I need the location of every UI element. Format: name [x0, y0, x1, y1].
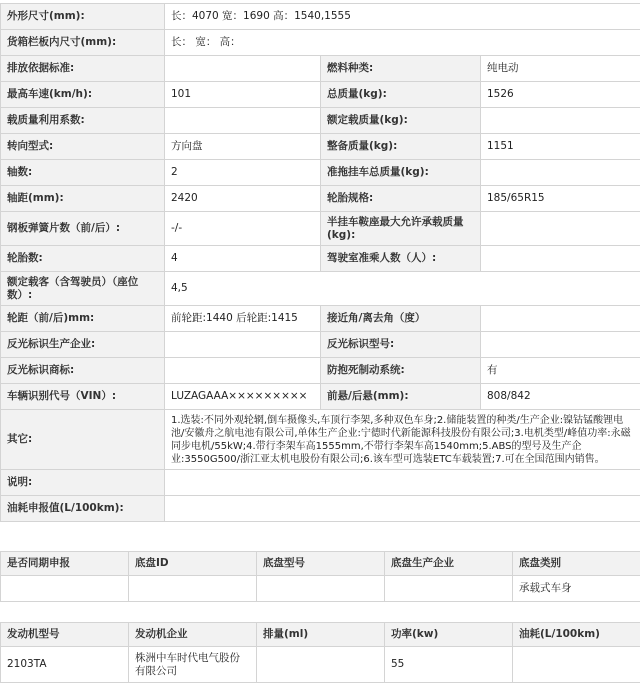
- track-label: 轮距（前/后)mm:: [1, 306, 165, 332]
- table-row: [1, 82, 640, 108]
- saddle-label: 半挂车鞍座最大允许承载质量(kg):: [321, 212, 481, 246]
- dims-value: 长：4070 宽：1690 高：1540,1555: [165, 4, 640, 30]
- table-row: [1, 160, 640, 186]
- tire-count-value: 4: [165, 246, 321, 272]
- wheelbase-label: 轴距(mm):: [1, 186, 165, 212]
- chassis-id-cell: [129, 576, 257, 602]
- note-value: [165, 470, 640, 496]
- load-util-label: 载质量利用系数:: [1, 108, 165, 134]
- cargo-label: 货箱栏板内尺寸(mm):: [1, 30, 165, 56]
- table-header-row: [1, 552, 640, 576]
- engine-power-cell: 55: [385, 647, 513, 683]
- table-row: [1, 108, 640, 134]
- reflect-brand-value: [165, 358, 321, 384]
- cab-value: [481, 246, 640, 272]
- reflect-maker-value: [165, 332, 321, 358]
- tire-value: 185/65R15: [481, 186, 640, 212]
- curb-mass-label: 整备质量(kg):: [321, 134, 481, 160]
- spring-label: 钢板弹簧片数（前/后）:: [1, 212, 165, 246]
- table-row: [1, 470, 640, 496]
- table-row: [1, 212, 640, 246]
- engine-header-maker: 发动机企业: [129, 623, 257, 647]
- rated-load-label: 额定载质量(kg):: [321, 108, 481, 134]
- abs-value: 有: [481, 358, 640, 384]
- overhang-label: 前悬/后悬(mm):: [321, 384, 481, 410]
- cab-label: 驾驶室准乘人数（人）:: [321, 246, 481, 272]
- axles-value: 2: [165, 160, 321, 186]
- tire-count-label: 轮胎数:: [1, 246, 165, 272]
- vin-value: LUZAGAAA×××××××××: [165, 384, 321, 410]
- table-row: [1, 496, 640, 522]
- wheelbase-value: 2420: [165, 186, 321, 212]
- table-row: [1, 134, 640, 160]
- reflect-brand-label: 反光标识商标:: [1, 358, 165, 384]
- engine-table: [0, 622, 640, 683]
- chassis-maker-cell: [385, 576, 513, 602]
- dims-label: 外形尺寸(mm):: [1, 4, 165, 30]
- emission-label: 排放依据标准:: [1, 56, 165, 82]
- emission-value: [165, 56, 321, 82]
- steering-value: 方向盘: [165, 134, 321, 160]
- chassis-model-cell: [257, 576, 385, 602]
- engine-model-cell: 2103TA: [1, 647, 129, 683]
- abs-label: 防抱死制动系统:: [321, 358, 481, 384]
- table-row: [1, 410, 640, 470]
- load-util-value: [165, 108, 321, 134]
- chassis-header-id: 底盘ID: [129, 552, 257, 576]
- curb-mass-value: 1151: [481, 134, 640, 160]
- reflect-maker-label: 反光标识生产企业:: [1, 332, 165, 358]
- table-header-row: [1, 623, 640, 647]
- track-value: 前轮距:1440 后轮距:1415: [165, 306, 321, 332]
- other-label: 其它:: [1, 410, 165, 470]
- total-mass-value: 1526: [481, 82, 640, 108]
- vin-label: 车辆识别代号（VIN）:: [1, 384, 165, 410]
- fuel-decl-value: [165, 496, 640, 522]
- table-row: [1, 56, 640, 82]
- engine-header-power: 功率(kw): [385, 623, 513, 647]
- table-row: [1, 4, 640, 30]
- saddle-value: [481, 212, 640, 246]
- steering-label: 转向型式:: [1, 134, 165, 160]
- speed-label: 最高车速(km/h):: [1, 82, 165, 108]
- engine-header-consumption: 油耗(L/100km): [513, 623, 640, 647]
- trailer-mass-label: 准拖挂车总质量(kg):: [321, 160, 481, 186]
- table-row: [1, 576, 640, 602]
- table-row: [1, 306, 640, 332]
- engine-header-model: 发动机型号: [1, 623, 129, 647]
- passengers-value: 4,5: [165, 272, 640, 306]
- passengers-label: 额定载客（含驾驶员）（座位数）:: [1, 272, 165, 306]
- engine-header-displacement: 排量(ml): [257, 623, 385, 647]
- overhang-value: 808/842: [481, 384, 640, 410]
- other-value: 1.选装:不同外观轮辋,倒车摄像头,车顶行李架,多种双色车身;2.储能装置的种类/生产企业:镍钴锰酸锂电池/安徽舟之航电池有限公司,单体生产企业:宁德时代新能源科技股份有限公司;3.电机类型/峰值功率:永磁同步电机/55kW;4.带行李架车高1555mm,不带行李架车高1540mm;5.ABS的型号及生产企业:3550G500/浙江亚太机电股份有限公司;6.该车型可选装ETC车载装置;7.可在全国范围内销售。: [165, 410, 640, 470]
- engine-displacement-cell: [257, 647, 385, 683]
- tire-label: 轮胎规格:: [321, 186, 481, 212]
- table-row: [1, 30, 640, 56]
- table-row: [1, 647, 640, 683]
- chassis-header-maker: 底盘生产企业: [385, 552, 513, 576]
- table-row: [1, 246, 640, 272]
- table-row: [1, 272, 640, 306]
- table-row: [1, 358, 640, 384]
- angle-value: [481, 306, 640, 332]
- engine-maker-cell: 株洲中车时代电气股份有限公司: [129, 647, 257, 683]
- angle-label: 接近角/离去角（度）: [321, 306, 481, 332]
- spring-value: -/-: [165, 212, 321, 246]
- speed-value: 101: [165, 82, 321, 108]
- note-label: 说明:: [1, 470, 165, 496]
- axles-label: 轴数:: [1, 160, 165, 186]
- chassis-header-sync: 是否同期申报: [1, 552, 129, 576]
- reflect-model-label: 反光标识型号:: [321, 332, 481, 358]
- trailer-mass-value: [481, 160, 640, 186]
- chassis-table: [0, 551, 640, 602]
- engine-consumption-cell: [513, 647, 640, 683]
- total-mass-label: 总质量(kg):: [321, 82, 481, 108]
- spec-table: [0, 3, 640, 522]
- cargo-value: 长： 宽： 高：: [165, 30, 640, 56]
- chassis-sync-cell: [1, 576, 129, 602]
- fuel-value: 纯电动: [481, 56, 640, 82]
- fuel-label: 燃料种类:: [321, 56, 481, 82]
- table-row: [1, 186, 640, 212]
- chassis-type-cell: 承载式车身: [513, 576, 640, 602]
- fuel-decl-label: 油耗申报值(L/100km):: [1, 496, 165, 522]
- chassis-header-model: 底盘型号: [257, 552, 385, 576]
- reflect-model-value: [481, 332, 640, 358]
- chassis-header-type: 底盘类别: [513, 552, 640, 576]
- table-row: [1, 332, 640, 358]
- table-row: [1, 384, 640, 410]
- rated-load-value: [481, 108, 640, 134]
